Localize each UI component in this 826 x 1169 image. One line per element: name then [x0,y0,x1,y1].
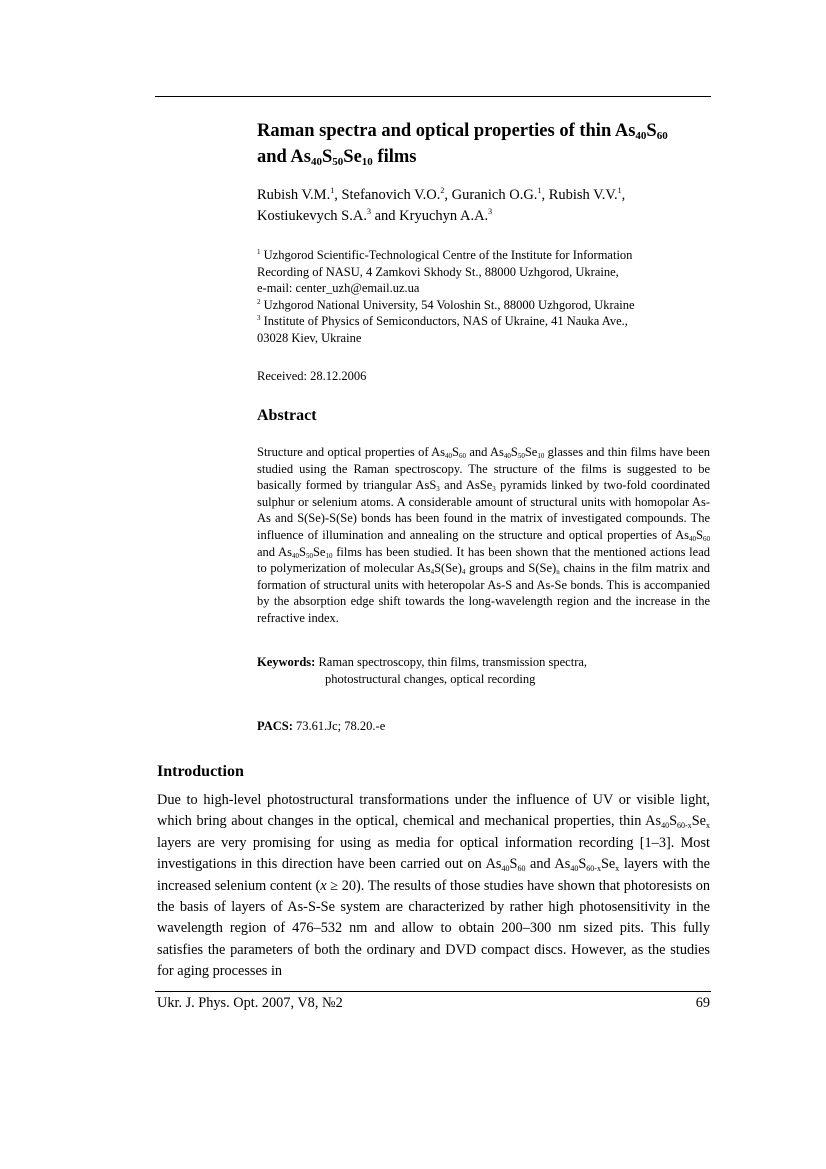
journal-citation: Ukr. J. Phys. Opt. 2007, V8, №2 [157,995,343,1011]
abstract-text: Structure and optical properties of $As_{40}S_{60}$ and $As_{40}S_{50}Se_{10}$ glasses and thin films have been studied using the Raman spectroscopy. The structure of the films is suggested to be basically formed by triangular AsS$_3$ and AsSe$_3$ pyramids linked by two-fold coordinated sulphur or selenium atoms. A considerable amount of structural units with homopolar As-As and S(Se)-S(Se) bonds has been found in the matrix of investigated compounds. The influence of illumination and annealing on the structure and optical properties of $As_{40}S_{60}$ and $As_{40}S_{50}Se_{10}$ films has been studied. It has been shown that the mentioned actions lead to polymerization of molecular $As_4S(Se)_4$ groups and $S(Se)_n$ chains in the film matrix and formation of structural units with heteropolar As-S and As-Se bonds. This is accompanied by the absorption edge shift towards the long-wavelength region and the increase in the refractive index. [257,445,711,625]
affiliation-1-email: e-mail: center_uzh@email.uz.ua [257,281,420,296]
abstract-heading: Abstract [257,407,317,424]
affiliation-1: $^1$ Uzhgorod Scientific-Technological Centre of the Institute for Information [257,248,633,262]
author-name: Rubish V.M. [257,187,331,203]
keywords-label: Keywords: [257,655,316,669]
received-date: Received: 28.12.2006 [257,369,367,383]
affiliation-3: $^3$ Institute of Physics of Semiconductors, NAS of Ukraine, 41 Nauka Ave., [257,314,628,329]
keywords: Keywords: Raman spectroscopy, thin films, transmission spectra, photostructural changes, optical recording [257,655,588,686]
affiliation-2: $^2$ Uzhgorod National University, 54 Voloshin St., 88000 Uzhgorod, Ukraine [257,297,635,312]
pacs: PACS: 73.61.Jc; 78.20.-e [257,719,386,733]
paper-title: Raman spectra and optical properties of thin $As_{40}S_{60}$ and $As_{40}S_{50}Se_{10}$ films [257,121,668,168]
author-name: Kostiukevych S.A. [257,208,367,224]
pacs-label: PACS: [257,719,293,733]
introduction-text: Due to high-level photostructural transformations under the influence of UV or visible light, which bring about changes in the optical, chemical and mechanical properties, thin $As_{40}S_{60-x}Se_x$ layers are very promising for using as media for optical information recording [1–3]. Most investigations in this direction have been carried out on $As_{40}S_{60}$ and $As_{40}S_{60-x}Se_x$ layers with the increased selenium content (x ≥ 20). The results of those studies have shown that photoresists on the basis of layers of As-S-Se system are characterized by rather high photosensitivity in the wavelength region of 476–532 nm and allow to obtain 200–300 nm sized pits. This fully satisfies the parameters of both the ordinary and DVD compact discs. However, as the studies for aging processes in [157,792,710,980]
affiliations [257,247,717,347]
author-list: Rubish V.M.$^1$, Stefanovich V.O.$^2$, Guranich O.G.$^1$, Rubish V.V.$^1$, Kostiukevych S.A.$^3$ and Kryuchyn A.A.$^3$ [257,186,626,224]
affiliation-3-address: 03028 Kiev, Ukraine [257,330,362,345]
author-name: Stefanovich V.O. [341,187,441,203]
author-name: Guranich O.G. [451,187,538,203]
author-name: Rubish V.V. [548,187,618,203]
introduction-heading: Introduction [157,763,244,780]
affiliation-1-address: Recording of NASU, 4 Zamkovi Skhody St., 88000 Uzhgorod, Ukraine, [257,264,619,279]
author-name: Kryuchyn A.A. [399,208,489,224]
page-number: 69 [695,995,710,1011]
footer-rule [155,991,711,992]
header-rule [155,96,711,97]
